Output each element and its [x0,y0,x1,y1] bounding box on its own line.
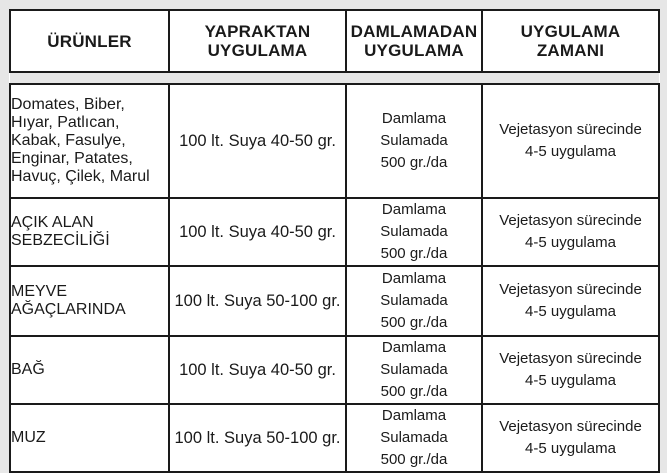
drip-dose-cell [346,198,482,266]
application-time-cell [482,404,659,472]
product-line: MUZ [11,429,46,446]
product-cell [10,198,169,266]
drip-amount: 500 gr./da [380,383,448,400]
drip-amount: 500 gr./da [380,314,448,331]
drip-dose-cell [346,84,482,198]
product-line: MEYVE [11,283,68,300]
table-row [10,84,659,198]
header-leaf-line-2: UYGULAMA [207,41,308,60]
leaf-dose-cell: 100 lt. Suya 40-50 gr. [169,336,346,404]
product-line: Hıyar, Patlıcan, [11,114,120,131]
header-drip-line-1: DAMLAMADAN [350,22,478,41]
time-period: Vejetasyon sürecinde [499,350,642,367]
drip-dose-cell [346,336,482,404]
drip-amount: 500 gr./da [380,154,448,171]
time-count: 4-5 uygulama [525,372,616,389]
drip-method: Damlama Sulamada [380,110,448,149]
product-line: Kabak, Fasulye, [11,132,126,149]
product-cell [10,336,169,404]
drip-dose-cell [346,404,482,472]
drip-method: Damlama Sulamada [380,407,448,446]
drip-dose-cell [346,266,482,336]
product-cell [10,84,169,198]
leaf-dose-cell: 100 lt. Suya 40-50 gr. [169,198,346,266]
drip-amount: 500 gr./da [380,451,448,468]
time-count: 4-5 uygulama [525,143,616,160]
header-drip-application [346,10,482,72]
product-line: BAĞ [11,361,45,378]
header-time-line-2: ZAMANI [536,41,605,60]
time-period: Vejetasyon sürecinde [499,281,642,298]
product-line: Havuç, Çilek, Marul [11,168,150,185]
product-line: SEBZECİLİĞİ [11,232,110,249]
table-row [10,266,659,336]
header-products-label: ÜRÜNLER [47,31,132,51]
header-time-line-1: UYGULAMA [520,22,621,41]
leaf-dose-cell: 100 lt. Suya 40-50 gr. [169,84,346,198]
table-row [10,336,659,404]
header-leaf-application [169,10,346,72]
product-line: Domates, Biber, [11,96,125,113]
product-line: AÇIK ALAN [11,214,94,231]
product-cell [10,404,169,472]
application-time-cell [482,84,659,198]
application-time-cell [482,198,659,266]
header-products [10,10,169,72]
header-row [10,10,659,72]
time-period: Vejetasyon sürecinde [499,121,642,138]
time-count: 4-5 uygulama [525,303,616,320]
header-application-time [482,10,659,72]
table-row [10,198,659,266]
product-line: Enginar, Patates, [11,150,133,167]
time-period: Vejetasyon sürecinde [499,212,642,229]
application-table [9,9,660,473]
drip-method: Damlama Sulamada [380,339,448,378]
drip-amount: 500 gr./da [380,245,448,262]
drip-method: Damlama Sulamada [380,201,448,240]
application-time-cell [482,336,659,404]
product-line: AĞAÇLARINDA [11,301,126,318]
time-count: 4-5 uygulama [525,440,616,457]
leaf-dose-cell: 100 lt. Suya 50-100 gr. [169,404,346,472]
product-cell [10,266,169,336]
application-time-cell [482,266,659,336]
table-row [10,404,659,472]
header-leaf-line-1: YAPRAKTAN [204,22,311,41]
time-count: 4-5 uygulama [525,234,616,251]
header-drip-line-2: UYGULAMA [364,41,464,60]
drip-method: Damlama Sulamada [380,270,448,309]
time-period: Vejetasyon sürecinde [499,418,642,435]
header-gap [10,72,659,84]
leaf-dose-cell: 100 lt. Suya 50-100 gr. [169,266,346,336]
